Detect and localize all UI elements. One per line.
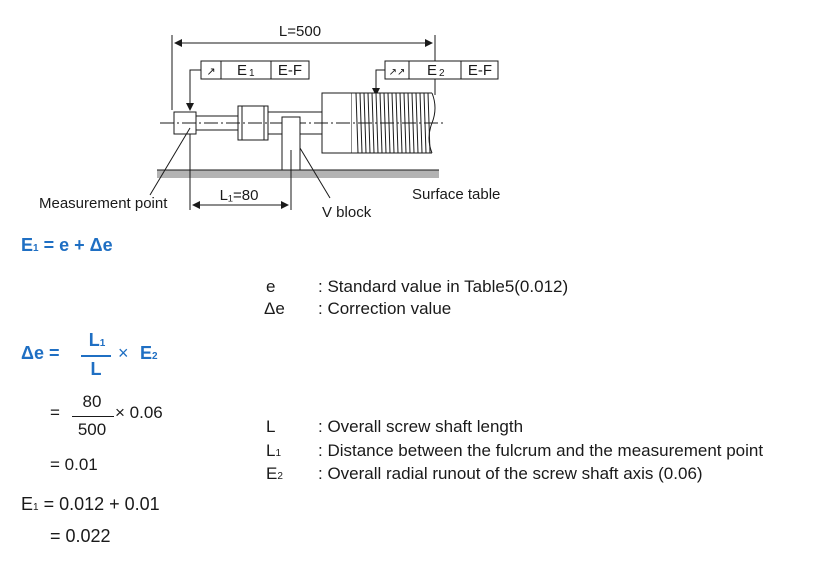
calc-multiplier: × 0.06 [115, 403, 163, 422]
formula-delta-e-fraction-bar [81, 355, 111, 357]
definition-l-symbol: L [266, 417, 276, 436]
surface-table-label: Surface table [412, 186, 501, 203]
e2-box-ref: E-F [467, 62, 493, 79]
definition-delta-e-desc: : Correction value [318, 299, 452, 318]
length-label: L=500 [278, 23, 322, 40]
calc-result: = 0.01 [50, 455, 98, 474]
e1-box-name: E [236, 62, 247, 79]
e2-box-symbol: ↗↗ [388, 67, 406, 78]
formula-e1-lhs-sub: 1 [33, 243, 39, 254]
formula-delta-e-factor: E2 [140, 343, 158, 363]
formula-delta-e-denominator: L [90, 359, 102, 379]
e1-box-symbol: ↗ [206, 66, 216, 78]
measurement-point-label: Measurement point [39, 195, 168, 212]
formula-delta-e-times: × [118, 343, 129, 363]
formula-e1 [21, 235, 113, 256]
svg-text:E [427, 62, 437, 79]
svg-text:E [237, 62, 247, 79]
final-line2: = 0.022 [50, 526, 111, 546]
v-block-label: V block [322, 204, 372, 221]
formula-delta-e-numerator: L1 [88, 330, 106, 350]
definition-l1-desc: : Distance between the fulcrum and the measurement point [318, 441, 764, 460]
calc-eq: = [50, 403, 60, 422]
calc-fraction-bar [72, 416, 114, 417]
formula-delta-e-lhs: Δe = [21, 343, 60, 363]
e1-box-sub: 1 [249, 68, 255, 79]
definition-e2-desc: : Overall radial runout of the screw shaft axis (0.06) [318, 464, 703, 483]
e2-tolerance-box [385, 61, 498, 79]
definition-e-desc: : Standard value in Table5(0.012) [318, 277, 569, 296]
e1-tolerance-box [201, 61, 309, 79]
definition-e-symbol: e [266, 277, 276, 296]
e1-box-ref: E-F [277, 62, 303, 79]
definition-l-desc: : Overall screw shaft length [318, 417, 524, 436]
formula-e1-lhs: E [21, 235, 34, 255]
surface-table [157, 170, 439, 178]
calc-numerator: 80 [82, 392, 102, 411]
l1-label: L₁=80 [219, 187, 259, 204]
formula-e1-rhs: = e + Δe [43, 235, 113, 255]
screw-shaft-diagram [0, 0, 839, 230]
calc-denominator: 500 [77, 420, 107, 439]
definition-delta-e-symbol: Δe [264, 299, 285, 318]
final-line1: E1 = 0.012 + 0.01 [21, 494, 160, 514]
e2-box-name: E [426, 62, 437, 79]
e2-box-sub: 2 [439, 68, 445, 79]
definition-e2-symbol: E2 [266, 464, 283, 483]
definition-l1-symbol: L1 [266, 441, 282, 460]
